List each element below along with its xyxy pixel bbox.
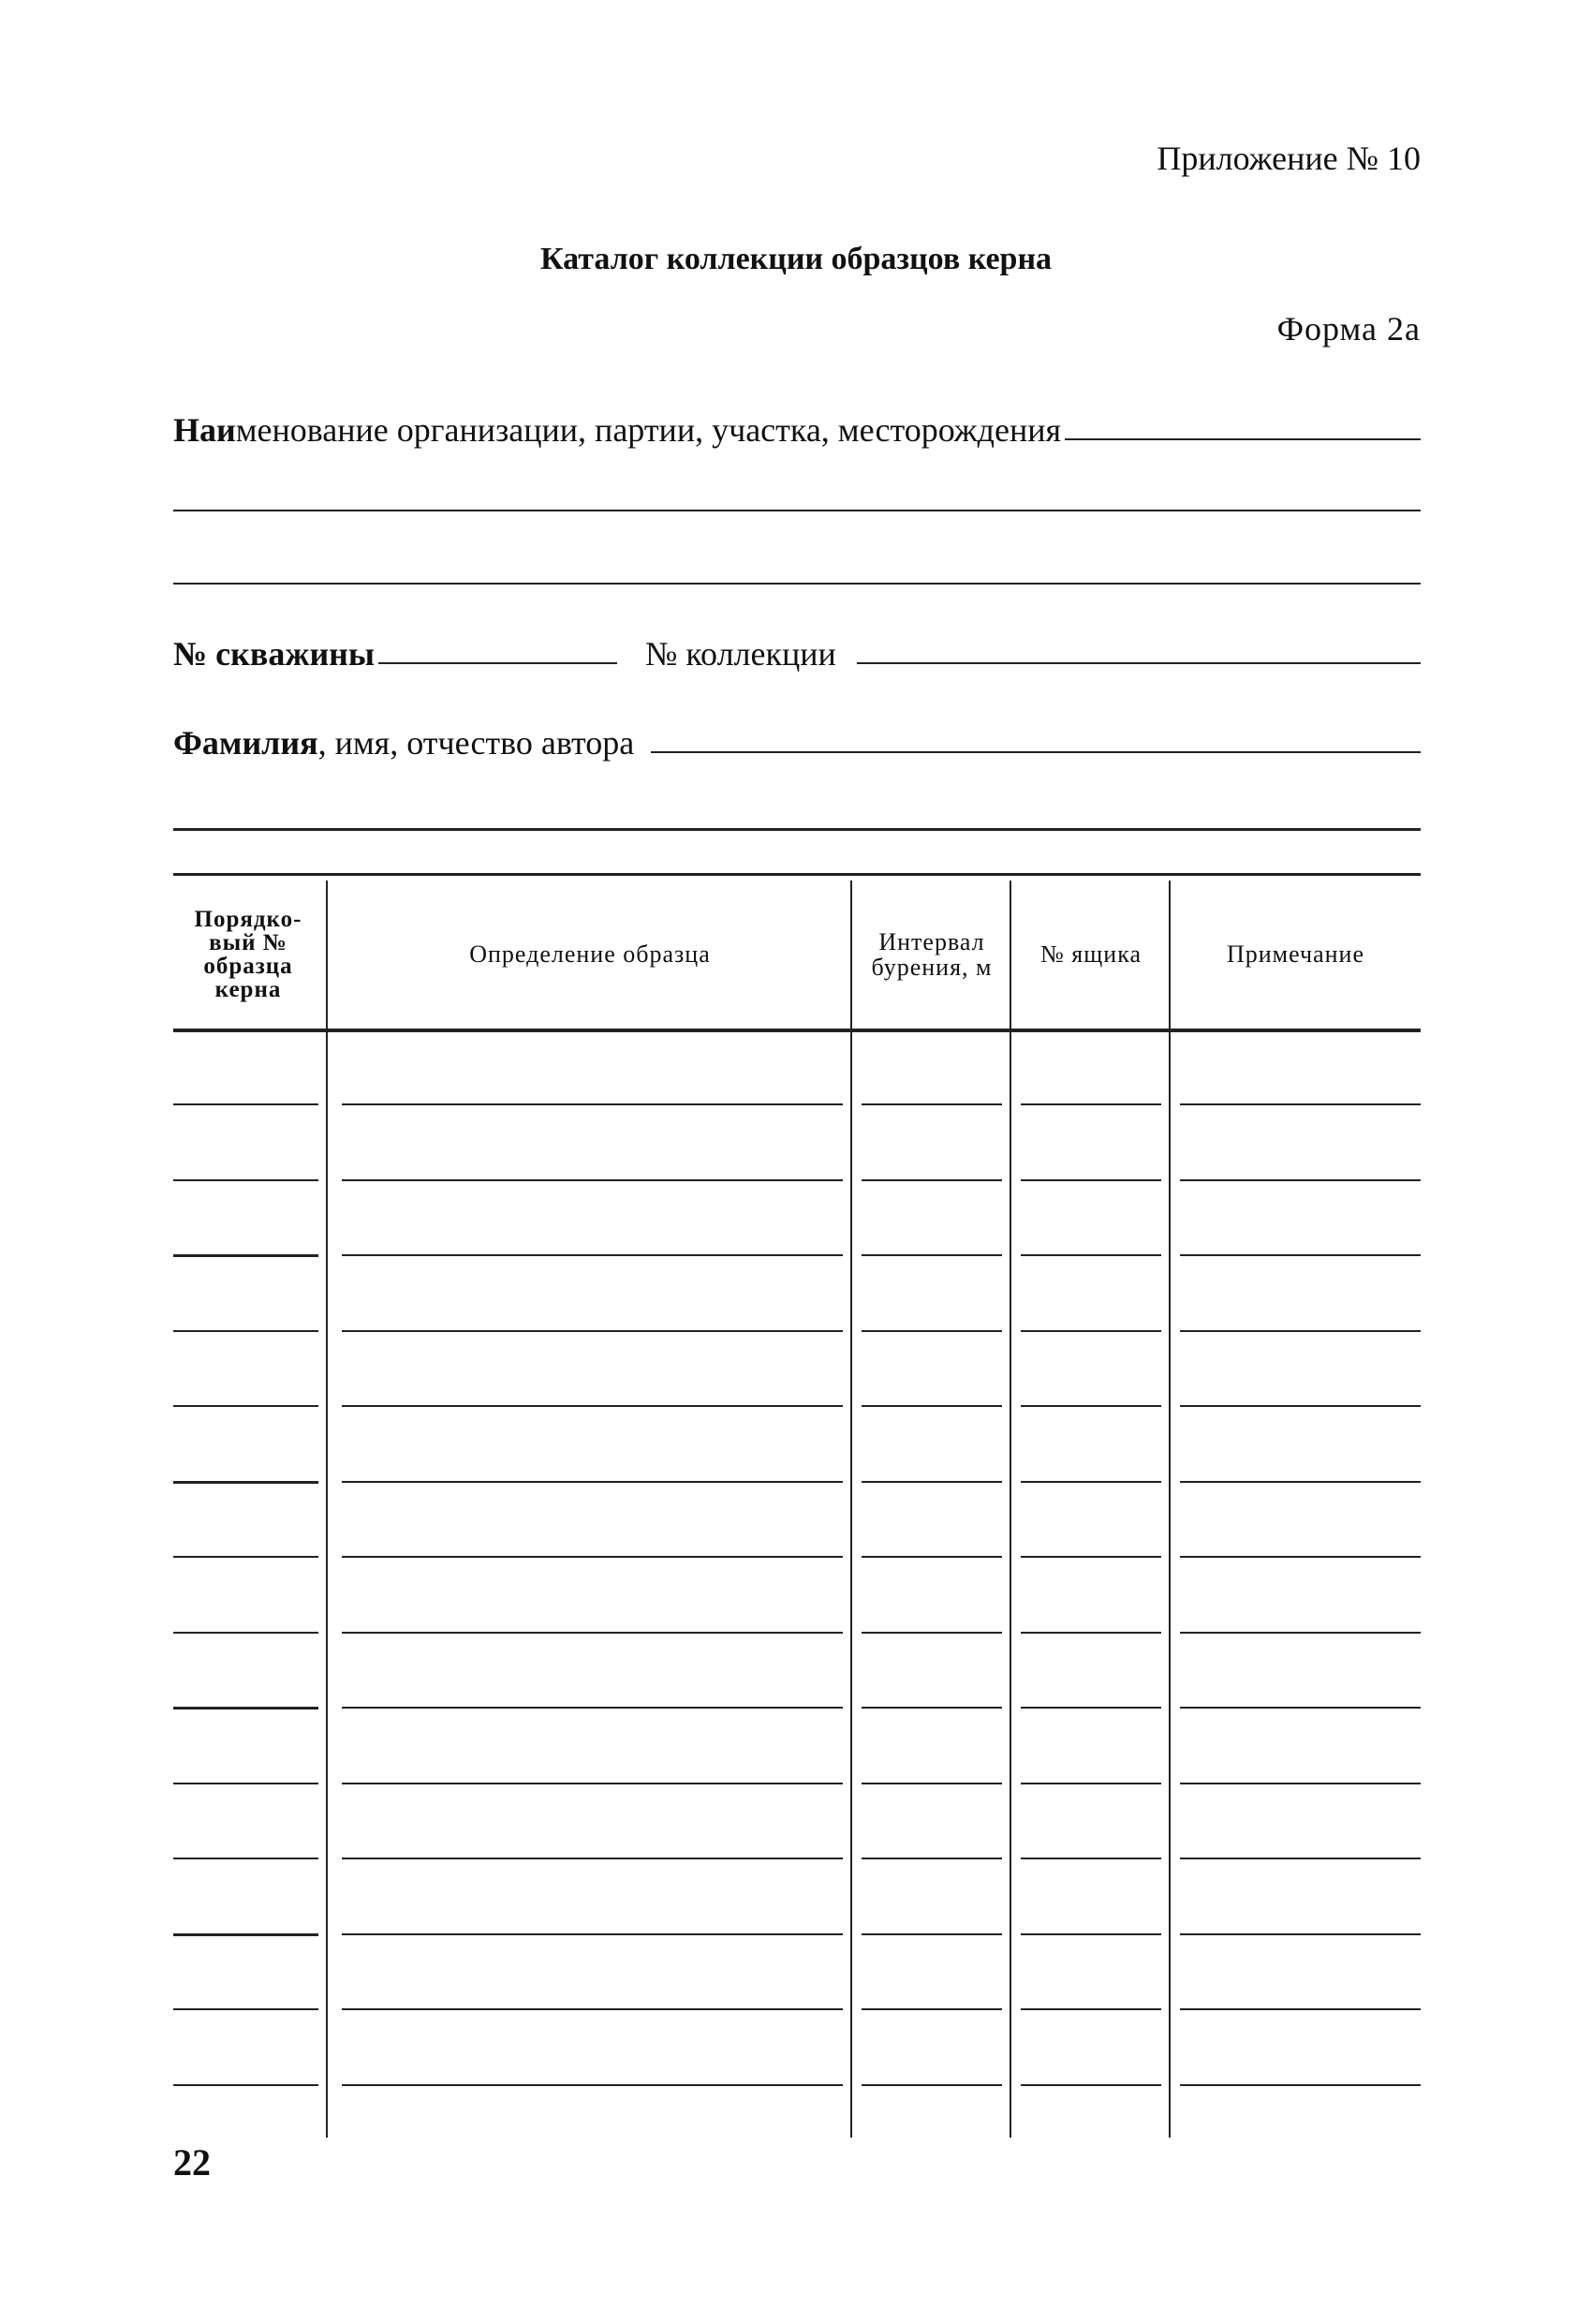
organization-continuation-line-2 (173, 583, 1421, 585)
header-bottom-border (173, 1029, 1421, 1032)
author-label: Фамилия, имя, отчество автора (173, 724, 635, 762)
table-top-border (173, 873, 1421, 876)
table-row-line (862, 2008, 1002, 2010)
well-label: № скважины (173, 635, 376, 673)
table-row-line (1180, 1632, 1421, 1634)
page-title: Каталог коллекции образцов керна (539, 242, 1053, 276)
table-row-line (173, 1858, 318, 1859)
author-continuation-line (173, 828, 1421, 831)
table-row-line (862, 1103, 1002, 1105)
appendix-label: Приложение № 10 (1157, 140, 1421, 177)
table-row-line (173, 1254, 318, 1257)
table-row-line (173, 1481, 318, 1484)
organization-label: Наименование организации, партии, участка, месторождения (173, 411, 1062, 449)
table-row-line (1180, 1707, 1421, 1709)
table-row-line (1021, 1330, 1161, 1332)
header-notes: Примечание (1226, 940, 1365, 969)
table-row-line (1180, 1179, 1421, 1181)
table-row-line (173, 1179, 318, 1181)
table-row-line (1180, 1481, 1421, 1483)
table-row-line (173, 1707, 318, 1710)
table-row-line (342, 1933, 843, 1935)
column-divider-4 (1169, 881, 1171, 2138)
table-row-line (862, 1632, 1002, 1634)
table-row-line (173, 1556, 318, 1558)
table-row-line (862, 1858, 1002, 1859)
table-row-line (862, 1481, 1002, 1483)
table-row-line (173, 1933, 318, 1936)
table-row-line (1021, 1933, 1161, 1935)
well-fill-line (378, 662, 617, 664)
column-divider-2 (850, 881, 852, 2138)
table-row-line (1180, 2084, 1421, 2086)
table-row-line (862, 1405, 1002, 1407)
column-divider-1 (326, 881, 328, 2138)
collection-fill-line (857, 662, 1421, 664)
table-row-line (1021, 1783, 1161, 1784)
table-row-line (1180, 1330, 1421, 1332)
table-row-line (1180, 1103, 1421, 1105)
table-row-line (342, 1783, 843, 1784)
form-label: Форма 2а (1276, 310, 1421, 348)
author-field (173, 723, 1421, 762)
table-row-line (862, 1783, 1002, 1784)
table-row-line (862, 1254, 1002, 1256)
author-fill-line (651, 751, 1421, 753)
table-row-line (342, 1632, 843, 1634)
table-row-line (342, 1707, 843, 1709)
table-row-line (1180, 1858, 1421, 1859)
table-row-line (173, 1330, 318, 1332)
table-row-line (173, 1783, 318, 1784)
header-drilling-interval: Интервал бурения, м (871, 927, 993, 981)
table-row-line (342, 2008, 843, 2010)
table-row-line (342, 1481, 843, 1483)
table-row-line (1180, 1783, 1421, 1784)
table-row-line (1021, 1254, 1161, 1256)
organization-continuation-line-1 (173, 510, 1421, 511)
table-row-line (1021, 2008, 1161, 2010)
table-row-line (342, 1254, 843, 1256)
table-row-line (173, 2008, 318, 2010)
table-row-line (1180, 1254, 1421, 1256)
header-sample-definition: Определение образца (469, 940, 711, 969)
table-row-line (173, 1632, 318, 1634)
page-number: 22 (173, 2141, 211, 2183)
table-row-line (1021, 1481, 1161, 1483)
table-row-line (1021, 1405, 1161, 1407)
table-row-line (862, 1179, 1002, 1181)
table-row-line (1180, 1933, 1421, 1935)
table-row-line (1021, 1103, 1161, 1105)
table-row-line (173, 2084, 318, 2086)
table-row-line (173, 1405, 318, 1407)
table-row-line (1021, 1179, 1161, 1181)
catalog-table (173, 881, 1421, 2138)
organization-field (173, 410, 1421, 450)
well-collection-field (173, 634, 1421, 674)
table-row-line (342, 1858, 843, 1859)
table-row-line (1021, 1707, 1161, 1709)
header-box-number: № ящика (1040, 940, 1142, 969)
table-row-line (1021, 1632, 1161, 1634)
table-row-line (1021, 1556, 1161, 1558)
table-row-line (862, 1707, 1002, 1709)
collection-label: № коллекции (645, 635, 836, 673)
table-row-line (342, 1405, 843, 1407)
table-row-line (1180, 1556, 1421, 1558)
organization-fill-line (1065, 438, 1421, 440)
table-row-line (1021, 1858, 1161, 1859)
column-divider-3 (1010, 881, 1011, 2138)
table-row-line (862, 1330, 1002, 1332)
table-row-line (1021, 2084, 1161, 2086)
header-sample-number: Порядко-вый № образца керна (194, 907, 302, 1002)
table-row-line (862, 1933, 1002, 1935)
table-row-line (342, 2084, 843, 2086)
table-row-line (862, 1556, 1002, 1558)
table-row-line (1180, 2008, 1421, 2010)
table-row-line (342, 1330, 843, 1332)
table-row-line (173, 1103, 318, 1105)
table-row-line (1180, 1405, 1421, 1407)
table-row-line (862, 2084, 1002, 2086)
table-row-line (342, 1103, 843, 1105)
table-row-line (342, 1179, 843, 1181)
table-row-line (342, 1556, 843, 1558)
